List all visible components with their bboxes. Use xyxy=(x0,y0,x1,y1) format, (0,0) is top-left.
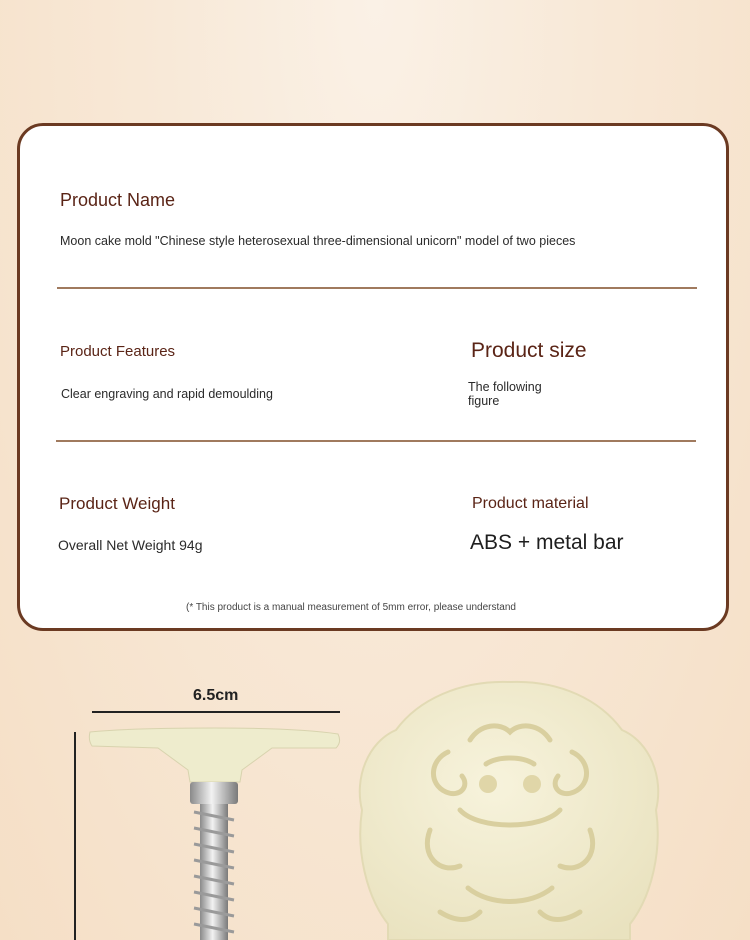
rod xyxy=(200,804,228,940)
product-size-value-line1: The following xyxy=(468,380,542,394)
product-weight-label: Product Weight xyxy=(59,494,175,513)
product-info-card xyxy=(17,123,729,631)
product-material-label: Product material xyxy=(472,495,589,512)
product-name-label: Product Name xyxy=(60,190,176,210)
product-features-label: Product Features xyxy=(60,343,176,360)
mold-illustration xyxy=(0,660,750,940)
nut xyxy=(190,782,238,804)
divider xyxy=(57,287,697,289)
product-features-value: Clear engraving and rapid demoulding xyxy=(61,387,273,401)
product-size-value-line2: figure xyxy=(468,394,500,408)
plunger-plate xyxy=(89,728,339,782)
product-weight-value: Overall Net Weight 94g xyxy=(58,537,203,553)
product-name-value: Moon cake mold "Chinese style heterosexual three-dimensional unicorn" model of two pieces xyxy=(60,234,576,248)
measurement-note: (* This product is a manual measurement of 5mm error, please understand xyxy=(186,602,516,613)
product-material-value: ABS + metal bar xyxy=(470,531,624,554)
product-size-label: Product size xyxy=(471,339,587,362)
product-figure xyxy=(0,660,750,940)
divider xyxy=(56,440,696,442)
width-dimension-label: 6.5cm xyxy=(193,687,239,704)
